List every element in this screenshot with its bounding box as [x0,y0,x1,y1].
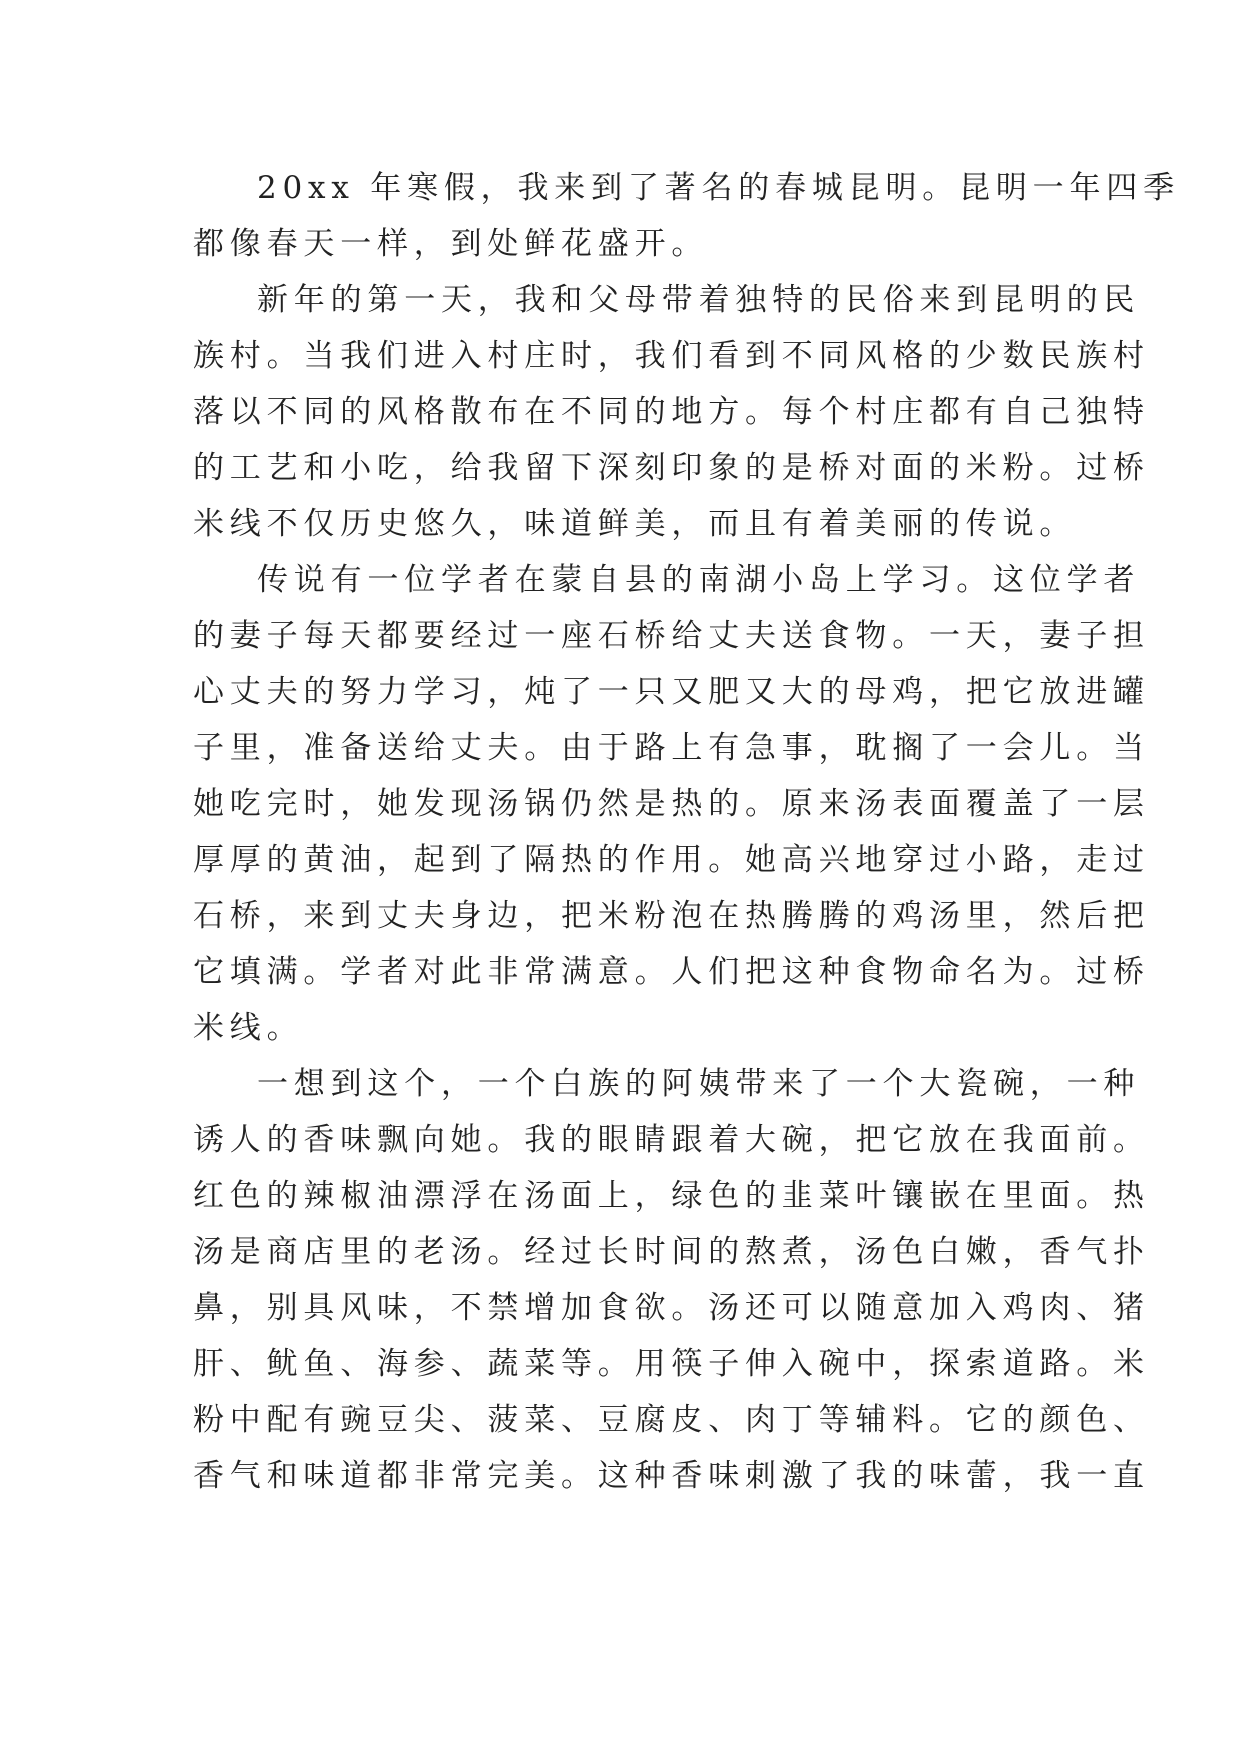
text-line: 心丈夫的努力学习，炖了一只又肥又大的母鸡，把它放进罐 [193,674,1150,710]
text-line: 传说有一位学者在蒙自县的南湖小岛上学习。这位学者 [257,562,1141,598]
text-line: 鼻，别具风味，不禁增加食欲。汤还可以随意加入鸡肉、猪 [193,1290,1150,1326]
text-line: 一想到这个，一个白族的阿姨带来了一个大瓷碗，一种 [257,1066,1141,1102]
text-line: 新年的第一天，我和父母带着独特的民俗来到昆明的民 [257,282,1141,318]
text-line: 落以不同的风格散布在不同的地方。每个村庄都有自己独特 [193,394,1150,430]
paragraph-4 [193,1056,1150,1504]
paragraph-3 [193,552,1150,1056]
text-line: 汤是商店里的老汤。经过长时间的熬煮，汤色白嫩，香气扑 [193,1234,1150,1270]
text-line: 的工艺和小吃，给我留下深刻印象的是桥对面的米粉。过桥 [193,450,1150,486]
text-line: 粉中配有豌豆尖、菠菜、豆腐皮、肉丁等辅料。它的颜色、 [193,1402,1150,1438]
text-line: 都像春天一样，到处鲜花盛开。 [193,226,709,262]
text-line: 肝、鱿鱼、海参、蔬菜等。用筷子伸入碗中，探索道路。米 [193,1346,1150,1382]
text-line: 她吃完时，她发现汤锅仍然是热的。原来汤表面覆盖了一层 [193,786,1150,822]
text-line: 米线。 [193,1010,304,1046]
text-line: 族村。当我们进入村庄时，我们看到不同风格的少数民族村 [193,338,1150,374]
text-line: 子里，准备送给丈夫。由于路上有急事，耽搁了一会儿。当 [193,730,1150,766]
body-text [193,160,1180,1504]
text-line: 它填满。学者对此非常满意。人们把这种食物命名为。过桥 [193,954,1150,990]
text-line: 20xx 年寒假，我来到了著名的春城昆明。昆明一年四季 [257,170,1180,206]
text-line: 香气和味道都非常完美。这种香味刺激了我的味蕾，我一直 [193,1458,1150,1494]
text-line: 米线不仅历史悠久，味道鲜美，而且有着美丽的传说。 [193,506,1077,542]
text-line: 的妻子每天都要经过一座石桥给丈夫送食物。一天，妻子担 [193,618,1150,654]
text-line: 诱人的香味飘向她。我的眼睛跟着大碗，把它放在我面前。 [193,1122,1150,1158]
paragraph-2 [193,272,1150,552]
text-line: 红色的辣椒油漂浮在汤面上，绿色的韭菜叶镶嵌在里面。热 [193,1178,1150,1214]
text-line: 厚厚的黄油，起到了隔热的作用。她高兴地穿过小路，走过 [193,842,1150,878]
text-line: 石桥，来到丈夫身边，把米粉泡在热腾腾的鸡汤里，然后把 [193,898,1150,934]
paragraph-1 [193,160,1180,272]
